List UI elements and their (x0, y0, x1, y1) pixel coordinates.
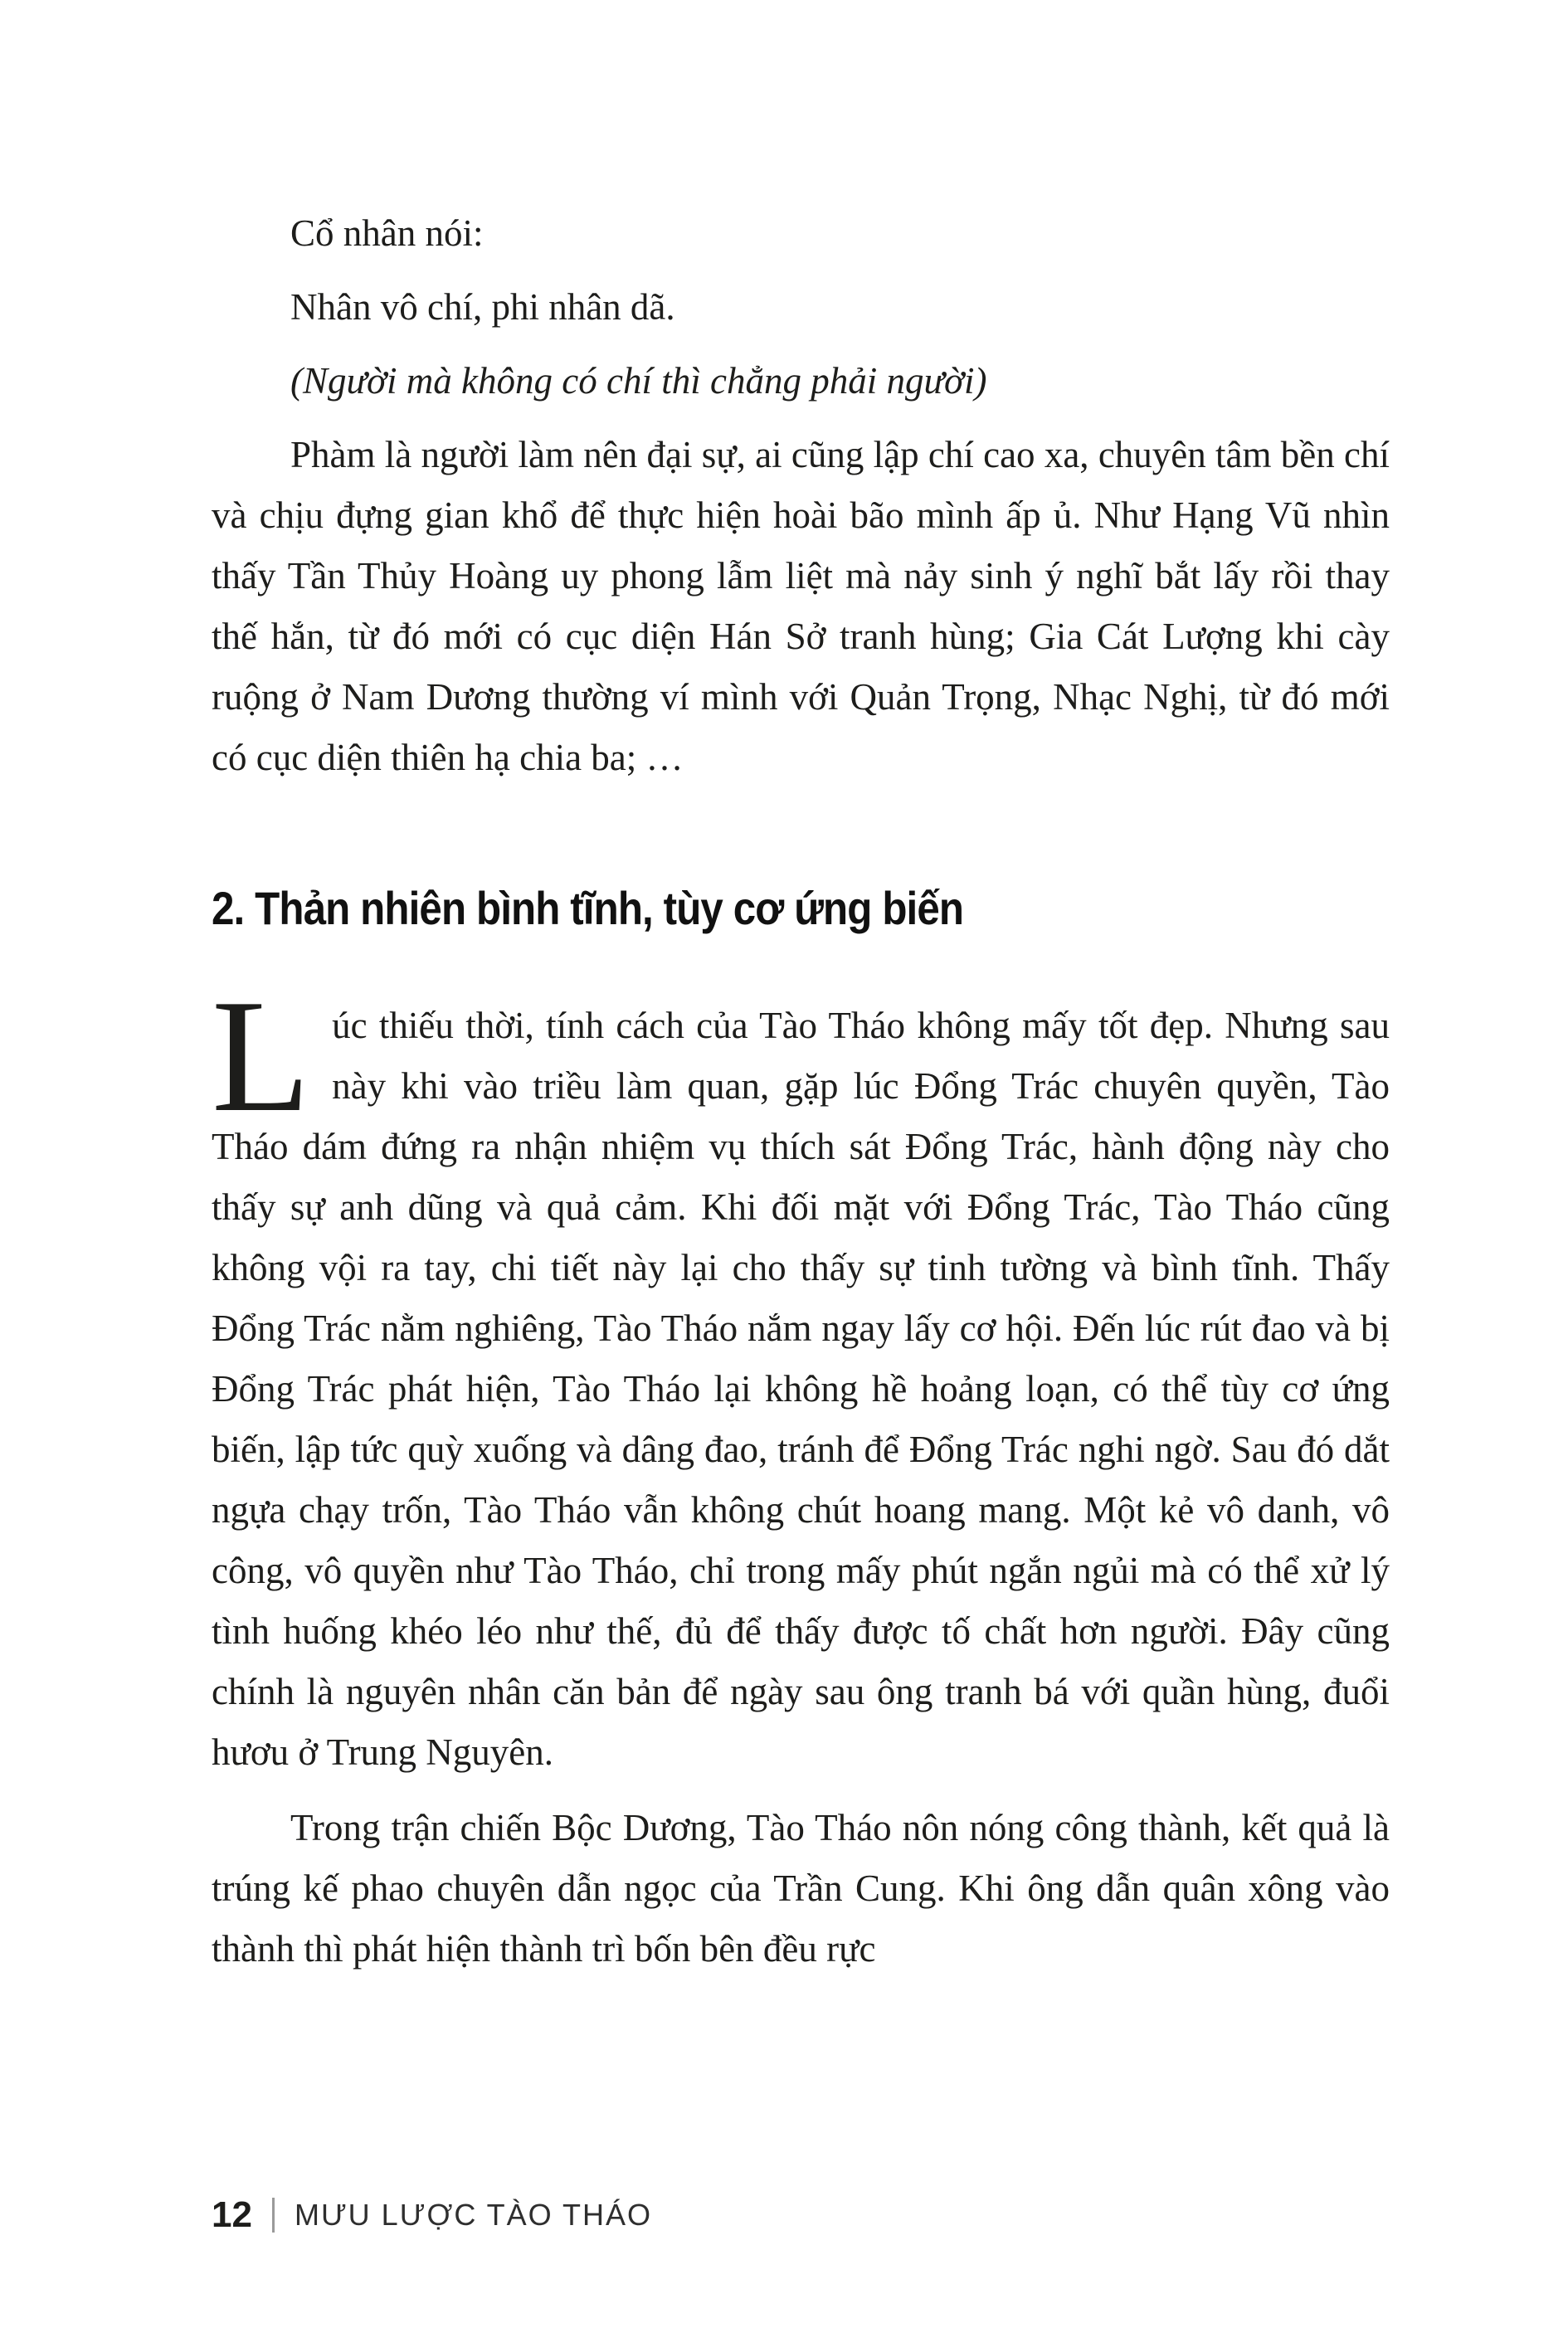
quote-translation: (Người mà không có chí thì chẳng phải người) (290, 360, 987, 402)
page-content (212, 203, 1390, 1979)
page-footer (212, 2194, 652, 2236)
drop-cap: L (212, 967, 311, 1146)
section-heading: 2. Thản nhiên bình tĩnh, tùy cơ ứng biến (212, 882, 964, 934)
quote-text: Nhân vô chí, phi nhân dã. (290, 286, 675, 328)
paragraph-1: Phàm là người làm nên đại sự, ai cũng lập chí cao xa, chuyên tâm bền chí và chịu đựng gian khổ để thực hiện hoài bão mình ấp ủ. Như Hạng Vũ nhìn thấy Tần Thủy Hoàng uy phong lẫm liệt mà nảy sinh ý nghĩ bắt lấy rồi thay thế hắn, từ đó mới có cục diện Hán Sở tranh hùng; Gia Cát Lượng khi cày ruộng ở Nam Dương thường ví mình với Quản Trọng, Nhạc Nghị, từ đó mới có cục diện thiên hạ chia ba; … (212, 434, 1390, 778)
quote-intro: Cổ nhân nói: (290, 212, 484, 254)
paragraph-2-text: úc thiếu thời, tính cách của Tào Tháo không mấy tốt đẹp. Nhưng sau này khi vào triều làm quan, gặp lúc Đổng Trác chuyên quyền, Tào Tháo dám đứng ra nhận nhiệm vụ thích sát Đổng Trác, hành động này cho thấy sự anh dũng và quả cảm. Khi đối mặt với Đổng Trác, Tào Tháo cũng không vội ra tay, chi tiết này lại cho thấy sự tinh tường và bình tĩnh. Thấy Đổng Trác nằm nghiêng, Tào Tháo nắm ngay lấy cơ hội. Đến lúc rút đao và bị Đổng Trác phát hiện, Tào Tháo lại không hề hoảng loạn, có thể tùy cơ ứng biến, lập tức quỳ xuống và dâng đao, tránh để Đổng Trác nghi ngờ. Sau đó dắt ngựa chạy trốn, Tào Tháo vẫn không chút hoang mang. Một kẻ vô danh, vô công, vô quyền như Tào Tháo, chỉ trong mấy phút ngắn ngủi mà có thể xử lý tình huống khéo léo như thế, đủ để thấy được tố chất hơn người. Đây cũng chính là nguyên nhân căn bản để ngày sau ông tranh bá với quần hùng, đuổi hươu ở Trung Nguyên. (212, 1005, 1390, 1773)
book-title: MƯU LƯỢC TÀO THÁO (294, 2198, 653, 2232)
footer-divider (272, 2198, 275, 2233)
paragraph-2 (212, 967, 1390, 1783)
page-number: 12 (212, 2194, 252, 2235)
paragraph-3: Trong trận chiến Bộc Dương, Tào Tháo nôn nóng công thành, kết quả là trúng kế phao chuyên dẫn ngọc của Trần Cung. Khi ông dẫn quân xông vào thành thì phát hiện thành trì bốn bên đều rực (212, 1807, 1390, 1970)
